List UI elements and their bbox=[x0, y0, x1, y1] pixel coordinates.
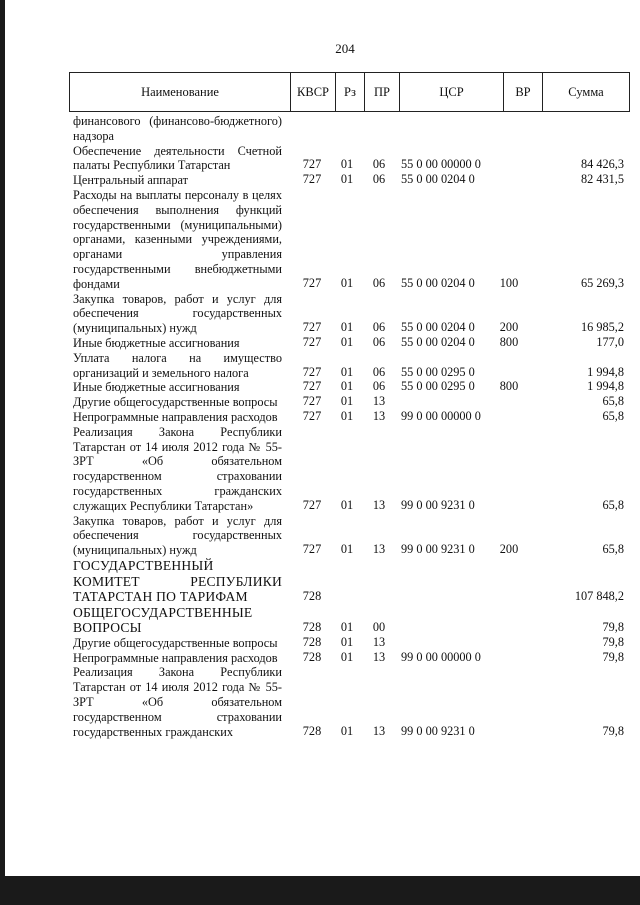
row-name: Непрограммные направления расходов bbox=[73, 409, 278, 424]
row-kvsr: 727 bbox=[302, 408, 322, 423]
row-sum: 177,0 bbox=[596, 334, 624, 349]
row-pr: 06 bbox=[372, 172, 386, 187]
row-pr: 13 bbox=[372, 394, 386, 409]
row-name: Расходы на выплаты персоналу в целях обеспечения выполнения функций государственными (муниципальными) органами, казенными учреждениями, органами управления государственными внебюджетными фондами bbox=[73, 187, 282, 291]
row-pr: 06 bbox=[372, 334, 386, 349]
row-kvsr: 727 bbox=[302, 394, 322, 409]
row-rz: 01 bbox=[340, 542, 354, 557]
row-kvsr: 728 bbox=[302, 620, 322, 635]
row-name: Непрограммные направления расходов bbox=[73, 650, 278, 665]
table-row bbox=[0, 410, 640, 425]
row-name: Другие общегосударственные вопросы bbox=[73, 635, 278, 650]
row-sum: 79,8 bbox=[602, 723, 624, 738]
row-sum: 65,8 bbox=[602, 542, 624, 557]
row-csr: 99 0 00 00000 0 bbox=[401, 649, 481, 664]
row-name: Иные бюджетные ассигнования bbox=[73, 380, 240, 395]
row-sum: 79,8 bbox=[602, 634, 624, 649]
row-pr: 13 bbox=[372, 497, 386, 512]
row-kvsr: 727 bbox=[302, 379, 322, 394]
row-pr: 13 bbox=[372, 649, 386, 664]
row-rz: 01 bbox=[340, 157, 354, 172]
row-vr: 800 bbox=[499, 334, 519, 349]
row-rz: 01 bbox=[340, 320, 354, 335]
header-name: Наименование bbox=[70, 73, 291, 111]
row-pr: 06 bbox=[372, 275, 386, 290]
row-sum: 79,8 bbox=[602, 649, 624, 664]
row-pr: 13 bbox=[372, 542, 386, 557]
row-vr: 800 bbox=[499, 379, 519, 394]
table-body bbox=[0, 114, 640, 739]
row-rz: 01 bbox=[340, 723, 354, 738]
row-sum: 65,8 bbox=[602, 394, 624, 409]
row-pr: 06 bbox=[372, 320, 386, 335]
row-pr: 06 bbox=[372, 157, 386, 172]
row-kvsr: 727 bbox=[302, 320, 322, 335]
row-kvsr: 727 bbox=[302, 275, 322, 290]
row-name: Реализация Закона Республики Татарстан от 14 июля 2012 года № 55-ЗРТ «Об обязательном государственном страховании государственных гражданских служащих Республики Татарстан» bbox=[73, 424, 282, 513]
row-pr: 06 bbox=[372, 379, 386, 394]
table-row bbox=[0, 188, 640, 292]
row-csr: 99 0 00 9231 0 bbox=[401, 497, 475, 512]
row-csr: 55 0 00 0204 0 bbox=[401, 275, 475, 290]
table-row bbox=[0, 605, 640, 636]
row-name: Реализация Закона Республики Татарстан от 14 июля 2012 года № 55-ЗРТ «Об обязательном государственном страховании государственных гражданских bbox=[73, 665, 282, 739]
row-vr: 100 bbox=[499, 275, 519, 290]
table-row bbox=[0, 292, 640, 336]
row-rz: 01 bbox=[340, 275, 354, 290]
row-csr: 55 0 00 0204 0 bbox=[401, 334, 475, 349]
row-rz: 01 bbox=[340, 394, 354, 409]
table-row bbox=[0, 665, 640, 739]
row-kvsr: 727 bbox=[302, 497, 322, 512]
row-name: Иные бюджетные ассигнования bbox=[73, 335, 240, 350]
row-rz: 01 bbox=[340, 634, 354, 649]
row-vr: 200 bbox=[499, 320, 519, 335]
row-csr: 55 0 00 0295 0 bbox=[401, 364, 475, 379]
row-sum: 79,8 bbox=[602, 620, 624, 635]
row-rz: 01 bbox=[340, 379, 354, 394]
row-name: ОБЩЕГОСУДАРСТВЕННЫЕ ВОПРОСЫ bbox=[73, 604, 253, 636]
row-sum: 82 431,5 bbox=[580, 172, 624, 187]
row-vr: 200 bbox=[499, 542, 519, 557]
row-rz: 01 bbox=[340, 408, 354, 423]
row-sum: 107 848,2 bbox=[574, 588, 624, 603]
row-csr: 99 0 00 00000 0 bbox=[401, 408, 481, 423]
scan-bottom-edge bbox=[0, 876, 640, 905]
page-number: 204 bbox=[335, 41, 355, 56]
row-name: Закупка товаров, работ и услуг для обеспечения государственных (муниципальных) нужд bbox=[73, 291, 282, 336]
row-csr: 55 0 00 00000 0 bbox=[401, 157, 481, 172]
row-kvsr: 728 bbox=[302, 649, 322, 664]
header-sum: Сумма bbox=[568, 84, 604, 99]
row-pr: 13 bbox=[372, 408, 386, 423]
table-row bbox=[0, 336, 640, 351]
row-csr: 55 0 00 0204 0 bbox=[401, 172, 475, 187]
row-sum: 1 994,8 bbox=[587, 364, 624, 379]
table-row bbox=[0, 380, 640, 395]
row-kvsr: 728 bbox=[302, 723, 322, 738]
row-sum: 65,8 bbox=[602, 497, 624, 512]
row-kvsr: 728 bbox=[302, 634, 322, 649]
row-sum: 1 994,8 bbox=[587, 379, 624, 394]
table-row bbox=[0, 114, 640, 144]
row-sum: 65,8 bbox=[602, 408, 624, 423]
table-row bbox=[0, 395, 640, 410]
row-kvsr: 727 bbox=[302, 334, 322, 349]
row-kvsr: 727 bbox=[302, 172, 322, 187]
row-rz: 01 bbox=[340, 334, 354, 349]
row-kvsr: 727 bbox=[302, 157, 322, 172]
row-name: Другие общегосударственные вопросы bbox=[73, 395, 278, 410]
row-rz: 01 bbox=[340, 649, 354, 664]
row-csr: 55 0 00 0295 0 bbox=[401, 379, 475, 394]
row-kvsr: 727 bbox=[302, 542, 322, 557]
row-pr: 00 bbox=[372, 620, 386, 635]
row-name: ГОСУДАРСТВЕННЫЙ КОМИТЕТ РЕСПУБЛИКИ ТАТАРСТАН ПО ТАРИФАМ bbox=[73, 557, 282, 605]
table-row bbox=[0, 636, 640, 651]
row-sum: 16 985,2 bbox=[580, 320, 624, 335]
table-row bbox=[0, 514, 640, 558]
row-name: Центральный аппарат bbox=[73, 173, 188, 188]
table-row bbox=[0, 173, 640, 188]
header-rz: Рз bbox=[336, 73, 365, 111]
table-row bbox=[0, 144, 640, 174]
row-name: Уплата налога на имущество организаций и земельного налога bbox=[73, 350, 282, 380]
row-pr: 06 bbox=[372, 364, 386, 379]
row-kvsr: 727 bbox=[302, 364, 322, 379]
row-rz: 01 bbox=[340, 364, 354, 379]
row-pr: 13 bbox=[372, 723, 386, 738]
row-csr: 55 0 00 0204 0 bbox=[401, 320, 475, 335]
row-csr: 99 0 00 9231 0 bbox=[401, 723, 475, 738]
table-header bbox=[69, 72, 630, 112]
row-sum: 84 426,3 bbox=[580, 157, 624, 172]
header-csr: ЦСР bbox=[400, 73, 504, 111]
table-row bbox=[0, 558, 640, 605]
header-pr: ПР bbox=[365, 73, 400, 111]
row-rz: 01 bbox=[340, 172, 354, 187]
table-row bbox=[0, 425, 640, 514]
row-pr: 13 bbox=[372, 634, 386, 649]
row-sum: 65 269,3 bbox=[580, 275, 624, 290]
header-kvsr: КВСР bbox=[291, 73, 336, 111]
row-name: Обеспечение деятельности Счетной палаты Республики Татарстан bbox=[73, 143, 282, 173]
row-name: финансового (финансово-бюджетного) надзора bbox=[73, 114, 282, 143]
row-rz: 01 bbox=[340, 620, 354, 635]
row-kvsr: 728 bbox=[302, 588, 322, 603]
table-row bbox=[0, 351, 640, 381]
row-rz: 01 bbox=[340, 497, 354, 512]
row-csr: 99 0 00 9231 0 bbox=[401, 542, 475, 557]
header-vr: ВР bbox=[504, 73, 543, 111]
row-name: Закупка товаров, работ и услуг для обеспечения государственных (муниципальных) нужд bbox=[73, 513, 282, 558]
table-row bbox=[0, 651, 640, 666]
